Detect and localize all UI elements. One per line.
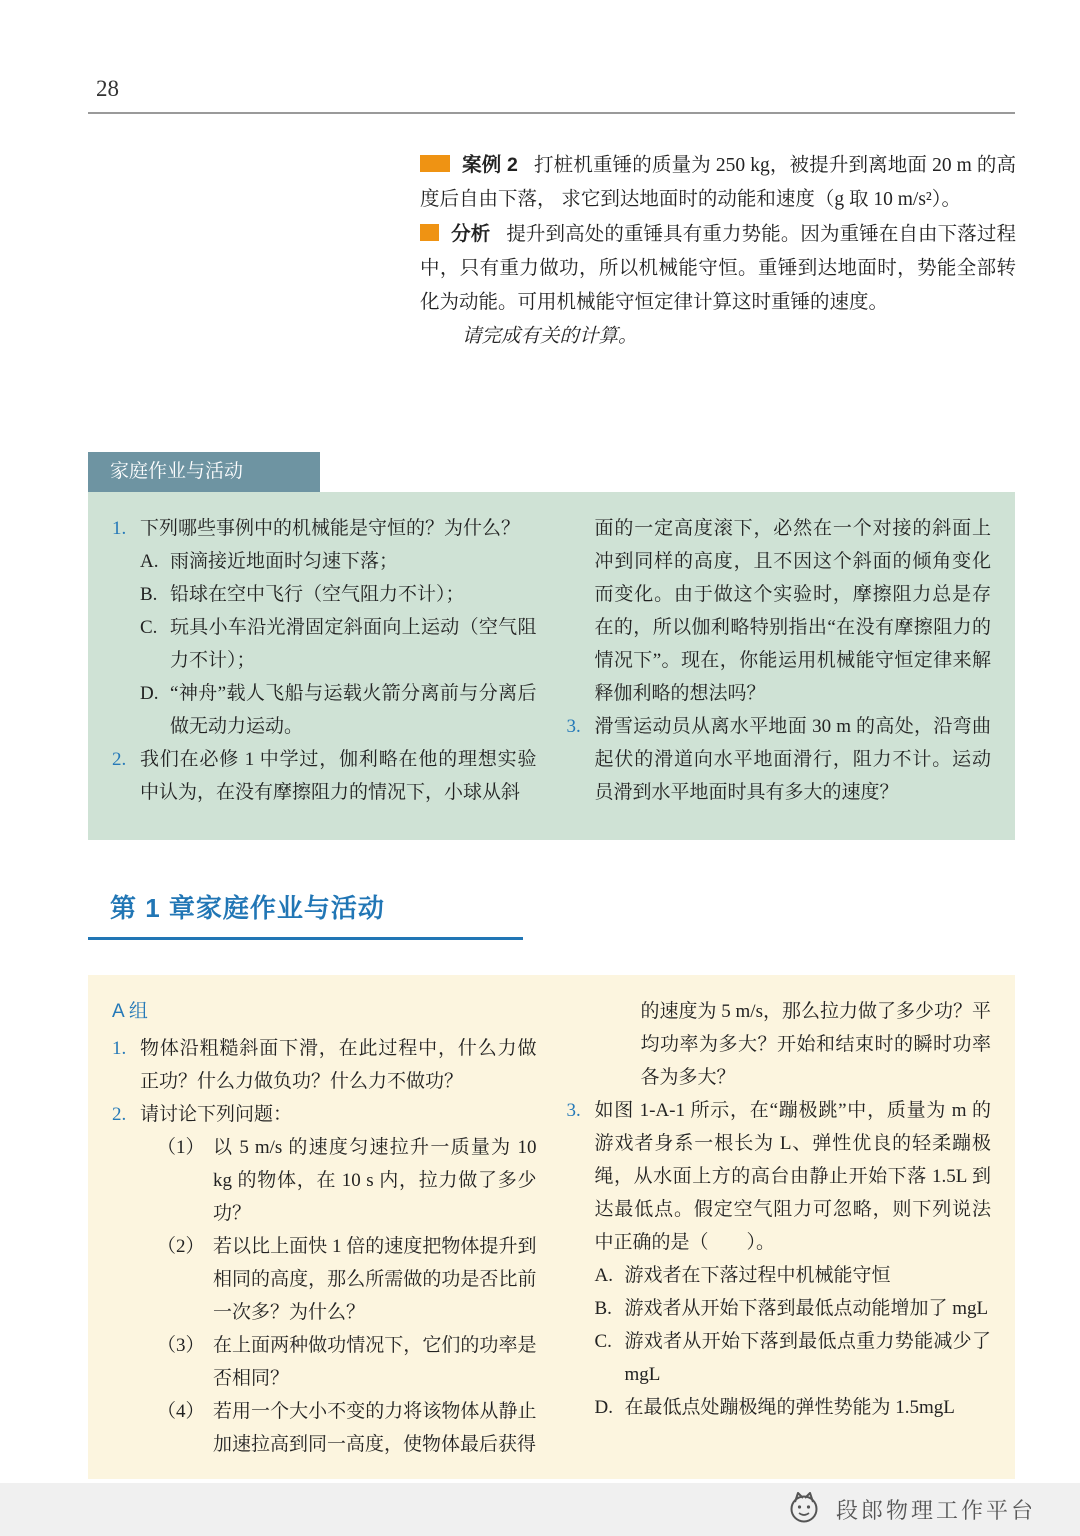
- hw-question-1: [112, 512, 537, 545]
- option-text: “神舟”载人飞船与运载火箭分离前与分离后做无动力运动。: [170, 683, 537, 737]
- question-text: 如图 1-A-1 所示，在“蹦极跳”中，质量为 m 的游戏者身系一根长为 L、弹性优良的轻柔蹦极绳，从水面上方的高台由静止开始下落 1.5L 到达最低点。假定空气阻力可忽略，则下列说法中正确的是（ ）。: [594, 1100, 991, 1253]
- part-number: （2）: [157, 1236, 205, 1257]
- analysis-text: 提升到高处的重锤具有重力势能。因为重锤在自由下落过程中，只有重力做功，所以机械能守恒。重锤到达地面时，势能全部转化为动能。可用机械能守恒定律计算这时重锤的速度。: [420, 224, 1016, 313]
- option-text: 游戏者在下落过程中机械能守恒: [624, 1265, 891, 1286]
- question-text: 滑雪运动员从离水平地面 30 m 的高处，沿弯曲起伏的滑道向水平地面滑行，阻力不计。运动员滑到水平地面时具有多大的速度？: [594, 716, 991, 803]
- analysis-label: 分析: [451, 223, 491, 245]
- option-letter: B.: [594, 1298, 612, 1319]
- group-a-box: [88, 975, 1015, 1479]
- ga-question-3-option-b: [595, 1292, 992, 1325]
- option-text: 铅球在空中飞行（空气阻力不计）；: [170, 584, 465, 605]
- ga-question-2-part-4: [157, 1395, 537, 1461]
- option-letter: D.: [594, 1397, 613, 1418]
- part-text: 在上面两种做功情况下，它们的功率是否相同？: [213, 1335, 537, 1389]
- hw-question-2: [112, 743, 537, 809]
- question-text: 我们在必修 1 中学过，伽利略在他的理想实验中认为，在没有摩擦阻力的情况下，小球从斜: [140, 749, 537, 803]
- calculation-prompt: 请完成有关的计算。: [462, 326, 638, 347]
- option-letter: D.: [140, 683, 159, 704]
- page-number: 28: [96, 76, 119, 101]
- question-number: 1.: [112, 1038, 127, 1059]
- case2-label: 案例 2: [462, 154, 518, 176]
- group-a-columns: [112, 995, 991, 1461]
- option-letter: A.: [594, 1265, 613, 1286]
- analysis-paragraph: [420, 217, 1016, 320]
- option-letter: C.: [140, 617, 158, 638]
- option-text: 在最低点处蹦极绳的弹性势能为 1.5mgL: [624, 1397, 955, 1418]
- question-number: 1.: [112, 518, 127, 539]
- question-text: 请讨论下列问题：: [140, 1104, 293, 1125]
- homework-right-column: [567, 512, 992, 822]
- ga-question-3-option-a: [595, 1259, 992, 1292]
- question-number: 2.: [112, 749, 127, 770]
- homework-activities-box: [88, 452, 1015, 840]
- question-text: 物体沿粗糙斜面下滑，在此过程中，什么力做正功？什么力做负功？什么力不做功？: [140, 1038, 537, 1092]
- option-text: 游戏者从开始下落到最低点动能增加了 mgL: [624, 1298, 989, 1319]
- hw-question-2-continuation: 面的一定高度滚下，必然在一个对接的斜面上冲到同样的高度，且不因这个斜面的倾角变化而变化。由于做这个实验时，摩擦阻力总是存在的，所以伽利略特别指出“在没有摩擦阻力的情况下”。现在，你能运用机械能守恒定律来解释伽利略的想法吗？: [594, 518, 991, 704]
- part-number: （1）: [157, 1137, 205, 1158]
- question-number: 3.: [566, 1100, 581, 1121]
- part-text: 以 5 m/s 的速度匀速拉升一质量为 10 kg 的物体，在 10 s 内，拉力做了多少功？: [213, 1137, 537, 1224]
- group-a-title: A 组: [112, 1001, 148, 1022]
- ga-question-2-continuation: 的速度为 5 m/s，那么拉力做了多少功？平均功率为多大？开始和结束时的瞬时功率各为多大？: [640, 1001, 991, 1088]
- option-letter: A.: [140, 551, 159, 572]
- question-text: 下列哪些事例中的机械能是守恒的？为什么？: [140, 518, 521, 539]
- case-study-block: [420, 148, 1016, 354]
- orange-square-icon: [420, 224, 439, 241]
- footer-brand-text: 段郎物理工作平台: [835, 1498, 1036, 1523]
- option-text: 雨滴接近地面时匀速下落；: [170, 551, 399, 572]
- chapter-underline: [88, 937, 523, 940]
- option-letter: C.: [594, 1331, 612, 1352]
- ga-question-2-part-3: [157, 1329, 537, 1395]
- ga-question-3: [567, 1094, 992, 1259]
- ga-question-1: [112, 1032, 537, 1098]
- case2-text: 打桩机重锤的质量为 250 kg，被提升到离地面 20 m 的高度后自由下落， 求它到达地面时的动能和速度（g 取 10 m/s²）。: [420, 155, 1016, 210]
- part-number: （3）: [157, 1335, 205, 1356]
- ga-question-2: [112, 1098, 537, 1131]
- chapter-heading-block: [88, 888, 523, 940]
- ga-question-2-part-2: [157, 1230, 537, 1329]
- question-number: 3.: [566, 716, 581, 737]
- ga-question-3-option-d: [595, 1391, 992, 1424]
- ga-question-3-option-c: [595, 1325, 992, 1391]
- footer-bar: [0, 1483, 1080, 1536]
- hw-question-1-option-b: [140, 578, 537, 611]
- cat-logo-icon: [786, 1489, 822, 1530]
- header-rule: [88, 112, 1015, 114]
- ga-question-2-part-1: [157, 1131, 537, 1230]
- option-text: 游戏者从开始下落到最低点重力势能减少了 mgL: [624, 1331, 991, 1385]
- case2-paragraph: [420, 148, 1016, 217]
- option-text: 玩具小车沿光滑固定斜面向上运动（空气阻力不计）；: [170, 617, 537, 671]
- option-letter: B.: [140, 584, 158, 605]
- question-number: 2.: [112, 1104, 127, 1125]
- hw-question-1-option-a: [140, 545, 537, 578]
- part-text: 若以比上面快 1 倍的速度把物体提升到相同的高度，那么所需做的功是否比前一次多？为什么？: [213, 1236, 537, 1323]
- part-number: （4）: [157, 1401, 205, 1422]
- hw-question-1-option-c: [140, 611, 537, 677]
- homework-box-body: [88, 492, 1015, 840]
- hw-question-3: [567, 710, 992, 809]
- homework-left-column: [112, 512, 537, 822]
- group-a-left-column: [112, 995, 537, 1461]
- homework-box-title: 家庭作业与活动: [88, 452, 320, 492]
- hw-question-1-option-d: [140, 677, 537, 743]
- orange-square-icon: [420, 155, 450, 172]
- chapter-title: 第 1 章家庭作业与活动: [110, 893, 385, 923]
- group-a-right-column: [567, 995, 992, 1461]
- part-text: 若用一个大小不变的力将该物体从静止加速拉高到同一高度，使物体最后获得: [213, 1401, 537, 1455]
